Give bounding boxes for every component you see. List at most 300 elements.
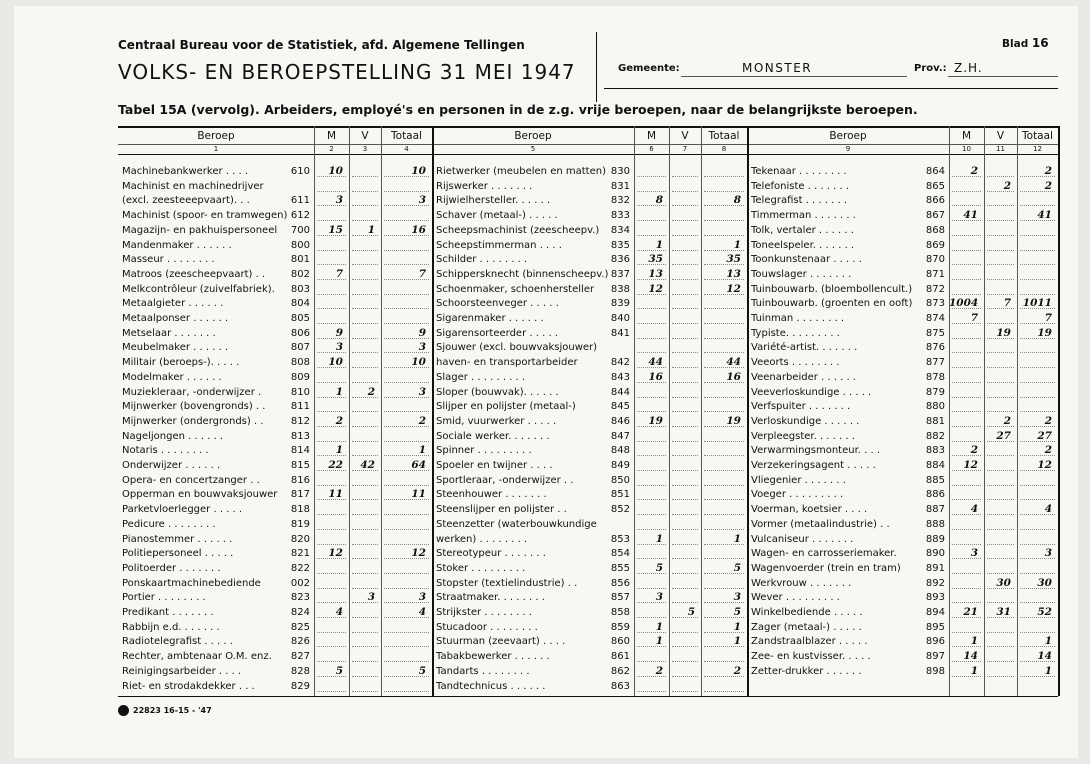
value-cell-line	[672, 441, 698, 442]
t-value: 2	[418, 414, 426, 427]
row-code: 812	[290, 415, 310, 427]
row-label: Scheepsmachinist (zeescheepv.)	[436, 224, 600, 236]
row-code: 868	[925, 224, 945, 236]
row-code: 895	[925, 621, 945, 633]
value-cell-line	[672, 220, 698, 221]
form-title: VOLKS- EN BEROEPSTELLING 31 MEI 1947	[118, 60, 576, 84]
row-label: Slager . . . . . . . . .	[436, 371, 526, 383]
row-label: Vulcaniseur . . . . . . .	[751, 533, 854, 545]
row-label: Steenzetter (waterbouwkundige	[436, 518, 597, 530]
m-value: 8	[655, 194, 663, 207]
row-code: 870	[925, 254, 945, 266]
m-value: 10	[328, 165, 343, 177]
row-label: Machinist en machinedrijver	[122, 180, 264, 192]
value-cell-line	[952, 352, 981, 353]
row-code: 804	[290, 298, 310, 310]
column-divider	[432, 126, 434, 696]
value-cell-line	[672, 632, 698, 633]
row-code: 850	[610, 474, 630, 486]
value-cell-line	[352, 632, 378, 633]
value-cell-line	[952, 279, 981, 280]
row-label: Sjouwer (excl. bouwvaksjouwer)	[436, 342, 598, 354]
value-cell-line	[987, 661, 1014, 662]
prov-value: Z.H.	[954, 61, 983, 75]
row-code: 884	[925, 460, 945, 471]
row-code: 803	[290, 283, 310, 295]
row-label: Stucadoor . . . . . . . .	[436, 621, 538, 633]
v-header: V	[361, 130, 369, 142]
value-cell-line	[952, 426, 981, 427]
m-value: 1	[655, 635, 663, 648]
row-label: Schoorsteenveger . . . . .	[436, 298, 559, 310]
value-cell-line	[384, 588, 429, 589]
v-value: 31	[996, 606, 1011, 618]
t-value: 35	[726, 253, 741, 266]
m-value: 22	[328, 459, 343, 471]
value-cell-line	[672, 397, 698, 398]
t-value: 1	[1044, 635, 1052, 648]
value-cell-line	[952, 264, 981, 265]
t-value: 41	[1037, 209, 1052, 222]
v-value: 3	[367, 591, 375, 604]
value-cell-line	[352, 205, 378, 206]
value-cell-line	[637, 308, 666, 309]
value-cell-line	[1020, 573, 1055, 574]
row-code: 871	[925, 268, 945, 280]
row-code: 802	[290, 268, 310, 280]
value-cell-line	[987, 323, 1014, 324]
value-cell-line	[317, 588, 346, 589]
value-cell-line	[704, 397, 744, 398]
value-cell-line	[672, 544, 698, 545]
row-label: Timmerman . . . . . . .	[751, 210, 856, 222]
row-label: Telegrafist . . . . . . .	[751, 195, 848, 207]
column-number: 8	[721, 145, 727, 153]
value-cell-line	[1020, 352, 1055, 353]
row-label: Verfspuiter . . . . . . .	[751, 401, 851, 413]
row-code: 879	[925, 386, 945, 398]
row-code: 612	[290, 210, 310, 222]
row-label: Spoeler en twijner . . . .	[436, 460, 553, 471]
value-cell-line	[987, 676, 1014, 677]
value-cell-line	[987, 455, 1014, 456]
value-cell-line	[672, 323, 698, 324]
row-label: Toneelspeler. . . . . . .	[751, 239, 855, 251]
value-cell-line	[637, 514, 666, 515]
value-cell-line	[987, 558, 1014, 559]
row-code: 877	[925, 357, 945, 369]
t-value: 10	[411, 356, 426, 369]
value-cell-line	[637, 397, 666, 398]
row-code: 819	[290, 518, 310, 530]
value-cell-line	[952, 602, 981, 603]
row-label: Stuurman (zeevaart) . . . .	[436, 636, 566, 648]
value-cell-line	[317, 264, 346, 265]
value-cell-line	[952, 191, 981, 192]
m-value: 3	[335, 194, 343, 207]
row-label: Sportleraar, -onderwijzer . .	[436, 474, 574, 486]
row-code: 897	[925, 651, 945, 663]
row-label: Rechter, ambtenaar O.M. enz.	[122, 651, 272, 663]
m-value: 12	[648, 282, 663, 295]
t-value: 1	[733, 238, 741, 251]
value-cell-line	[672, 191, 698, 192]
row-code: 700	[290, 224, 310, 236]
row-label: Wagenvoerder (trein en tram)	[751, 562, 901, 574]
t-value: 16	[411, 223, 426, 236]
value-cell-line	[352, 514, 378, 515]
row-code: 817	[290, 489, 310, 501]
row-code: 821	[290, 548, 310, 560]
value-cell-line	[317, 544, 346, 545]
value-cell-line	[1020, 499, 1055, 500]
m-value: 1004	[949, 297, 979, 310]
row-code: 809	[290, 371, 310, 383]
t-value: 16	[726, 370, 741, 383]
value-cell-line	[672, 602, 698, 603]
row-code: 858	[610, 607, 630, 618]
row-code: 891	[925, 562, 945, 574]
value-cell-line	[1020, 529, 1055, 530]
t-value: 11	[411, 488, 426, 501]
row-code: 869	[925, 239, 945, 251]
row-code: 844	[610, 386, 630, 398]
value-cell-line	[987, 250, 1014, 251]
t-value: 1	[418, 444, 426, 457]
value-cell-line	[317, 294, 346, 295]
row-code: 882	[925, 430, 945, 442]
value-cell-line	[1020, 250, 1055, 251]
row-label: Verpleegster. . . . . . .	[751, 430, 855, 442]
t-value: 19	[1037, 326, 1052, 339]
value-cell-line	[352, 661, 378, 662]
m-value: 7	[335, 267, 343, 280]
row-code: 873	[925, 298, 945, 310]
row-label: Reinigingsarbeider . . . .	[122, 665, 242, 677]
value-cell-line	[384, 646, 429, 647]
m-value: 4	[335, 606, 343, 618]
value-cell-line	[637, 617, 666, 618]
value-cell-line	[987, 176, 1014, 177]
column-number: 9	[845, 145, 851, 153]
blad-label-text: Blad	[1002, 38, 1029, 50]
row-label: Rijswerker . . . . . . .	[436, 180, 533, 192]
row-code: 815	[290, 460, 310, 471]
row-label: Wever . . . . . . . . .	[751, 592, 840, 604]
value-cell-line	[637, 235, 666, 236]
row-label: Zee- en kustvisser. . . . .	[751, 651, 871, 663]
t-value: 2	[1044, 414, 1052, 427]
row-code: 818	[290, 504, 310, 516]
row-label: Sloper (bouwvak). . . . . .	[436, 386, 559, 398]
header-rule	[604, 88, 1058, 89]
row-code: 826	[290, 636, 310, 648]
t-value: 2	[1044, 179, 1052, 192]
value-cell-line	[672, 499, 698, 500]
m-value: 12	[963, 459, 978, 471]
value-cell-line	[1020, 411, 1055, 412]
value-cell-line	[987, 485, 1014, 486]
value-cell-line	[352, 352, 378, 353]
value-cell-line	[952, 397, 981, 398]
value-cell-line	[1020, 632, 1055, 633]
value-cell-line	[987, 544, 1014, 545]
value-cell-line	[704, 588, 744, 589]
value-cell-line	[987, 294, 1014, 295]
print-code: 22823 16-15 - '47	[133, 706, 212, 715]
value-cell-line	[952, 573, 981, 574]
t-value: 2	[1044, 444, 1052, 457]
value-cell-line	[952, 294, 981, 295]
table-num-rule	[118, 154, 1058, 155]
row-code: 828	[290, 665, 310, 677]
row-label: Verzekeringsagent . . . . .	[751, 460, 876, 471]
row-code: 841	[610, 327, 630, 339]
value-cell-line	[987, 499, 1014, 500]
t-value: 4	[418, 606, 426, 618]
column-number: 3	[362, 145, 368, 153]
value-cell-line	[704, 529, 744, 530]
m-value: 41	[963, 209, 978, 222]
value-cell-line	[704, 191, 744, 192]
t-value: 12	[411, 547, 426, 560]
value-cell-line	[384, 529, 429, 530]
header-divider	[596, 32, 597, 102]
row-label: Zandstraalblazer . . . . .	[751, 636, 868, 648]
t-value: 3	[418, 385, 426, 398]
value-cell-line	[317, 661, 346, 662]
print-mark	[118, 705, 212, 716]
value-cell-line	[952, 205, 981, 206]
value-cell-line	[1020, 485, 1055, 486]
value-cell-line	[704, 558, 744, 559]
value-cell-line	[952, 411, 981, 412]
value-cell-line	[352, 176, 378, 177]
row-label: Parketvloerlegger . . . . .	[122, 504, 243, 516]
row-label: Tuinbouwarb. (bloembollencult.)	[751, 283, 913, 295]
t-value: 44	[726, 356, 741, 369]
value-cell-line	[987, 529, 1014, 530]
row-label: Schoenmaker, schoenhersteller	[436, 283, 595, 295]
value-cell-line	[384, 323, 429, 324]
row-code: 878	[925, 371, 945, 383]
m-value: 19	[648, 414, 663, 427]
row-label: Strijkster . . . . . . . .	[436, 607, 532, 618]
row-label: Rijwielhersteller. . . . . .	[436, 195, 551, 207]
row-label: Tabakbewerker . . . . . .	[436, 651, 550, 663]
row-code: 894	[925, 607, 945, 618]
value-cell-line	[672, 235, 698, 236]
row-label: Muziekleraar, -onderwijzer .	[122, 386, 262, 398]
value-cell-line	[672, 691, 698, 692]
organization-name: Centraal Bureau voor de Statistiek, afd. Algemene Tellingen	[118, 38, 525, 52]
value-cell-line	[987, 235, 1014, 236]
column-number: 10	[962, 145, 971, 153]
value-cell-line	[637, 661, 666, 662]
row-code: 611	[290, 195, 310, 207]
row-code: 811	[290, 401, 310, 413]
value-cell-line	[352, 646, 378, 647]
row-label: Politoerder . . . . . . .	[122, 562, 221, 574]
value-cell-line	[987, 573, 1014, 574]
value-cell-line	[1020, 279, 1055, 280]
row-label: Metaalponser . . . . . .	[122, 313, 229, 324]
row-code: 847	[610, 430, 630, 442]
value-cell-line	[987, 602, 1014, 603]
v-value: 2	[1003, 414, 1011, 427]
row-label: Zetter-drukker . . . . . .	[751, 665, 862, 677]
row-label: Notaris . . . . . . . .	[122, 445, 209, 457]
row-label: Melkcontrôleur (zuivelfabriek).	[122, 283, 275, 295]
t-value: 13	[726, 267, 741, 280]
t-value: 14	[1037, 650, 1052, 663]
row-label: Variété-artist. . . . . . .	[751, 342, 858, 354]
row-code: 889	[925, 533, 945, 545]
row-label: Ponskaartmachinebediende	[122, 577, 261, 589]
value-cell-line	[704, 455, 744, 456]
value-cell-line	[987, 646, 1014, 647]
value-cell-line	[637, 323, 666, 324]
value-cell-line	[384, 514, 429, 515]
t-value: 2	[733, 664, 741, 677]
m-header: M	[961, 130, 972, 142]
row-code: 853	[610, 533, 630, 545]
value-cell-line	[384, 544, 429, 545]
row-code: 829	[290, 680, 310, 692]
value-cell-line	[704, 691, 744, 692]
value-cell-line	[384, 691, 429, 692]
value-cell-line	[672, 279, 698, 280]
value-cell-line	[672, 485, 698, 486]
t-value: 8	[733, 194, 741, 207]
value-cell-line	[672, 308, 698, 309]
row-code: 872	[925, 283, 945, 295]
row-code: 814	[290, 445, 310, 457]
gemeente-label: Gemeente:	[618, 63, 680, 74]
m-value: 9	[335, 326, 343, 339]
row-code: 002	[290, 577, 310, 589]
value-cell-line	[987, 367, 1014, 368]
m-value: 14	[963, 650, 978, 663]
row-code: 856	[610, 577, 630, 589]
row-code: 866	[925, 195, 945, 207]
row-code: 852	[610, 504, 630, 516]
row-label: Portier . . . . . . . .	[122, 592, 206, 604]
row-code: 825	[290, 621, 310, 633]
value-cell-line	[317, 646, 346, 647]
value-cell-line	[352, 220, 378, 221]
row-code: 855	[610, 562, 630, 574]
totaal-header: Totaal	[1022, 130, 1053, 142]
gemeente-underline	[681, 76, 907, 77]
value-cell-line	[987, 352, 1014, 353]
t-value: 10	[411, 165, 426, 177]
row-label: Straatmaker. . . . . . . .	[436, 592, 545, 604]
value-cell-line	[317, 485, 346, 486]
row-label: (excl. zeesteeepvaart). . .	[122, 195, 250, 207]
value-cell-line	[352, 264, 378, 265]
row-label: Rietwerker (meubelen en matten)	[436, 166, 606, 177]
row-label: Nageljongen . . . . . .	[122, 430, 224, 442]
value-cell-line	[352, 191, 378, 192]
row-code: 810	[290, 386, 310, 398]
row-label: Veeorts . . . . . . . .	[751, 357, 840, 369]
value-cell-line	[352, 588, 378, 589]
value-cell-line	[952, 544, 981, 545]
row-code: 840	[610, 313, 630, 324]
row-code: 831	[610, 180, 630, 192]
value-cell-line	[384, 250, 429, 251]
m-value: 1	[655, 238, 663, 251]
value-cell-line	[1020, 235, 1055, 236]
row-code: 861	[610, 651, 630, 663]
value-cell-line	[1020, 294, 1055, 295]
value-cell-line	[637, 588, 666, 589]
row-label: Telefoniste . . . . . . .	[751, 180, 850, 192]
row-code: 898	[925, 665, 945, 677]
beroep-header: Beroep	[197, 130, 235, 142]
v-value: 1	[367, 223, 375, 236]
value-cell-line	[317, 573, 346, 574]
value-cell-line	[317, 441, 346, 442]
value-cell-line	[384, 264, 429, 265]
value-cell-line	[317, 529, 346, 530]
m-value: 5	[655, 561, 663, 574]
row-code: 848	[610, 445, 630, 457]
t-value: 52	[1037, 606, 1052, 618]
value-cell-line	[352, 279, 378, 280]
row-label: Tolk, vertaler . . . . . .	[751, 224, 854, 236]
m-value: 4	[970, 503, 978, 516]
row-label: Matroos (zeescheepvaart) . .	[122, 268, 266, 280]
row-code: 816	[290, 474, 310, 486]
value-cell-line	[704, 338, 744, 339]
row-label: Voerman, koetsier . . . .	[751, 504, 868, 516]
row-label: Machinebankwerker . . . .	[122, 166, 249, 177]
row-code: 896	[925, 636, 945, 648]
row-code: 801	[290, 254, 310, 266]
column-divider	[747, 126, 749, 696]
m-value: 11	[328, 488, 343, 501]
value-cell-line	[672, 176, 698, 177]
row-code: 835	[610, 239, 630, 251]
value-cell-line	[672, 661, 698, 662]
m-value: 10	[328, 356, 343, 369]
value-cell-line	[352, 382, 378, 383]
value-cell-line	[352, 294, 378, 295]
value-cell-line	[637, 558, 666, 559]
value-cell-line	[704, 308, 744, 309]
value-cell-line	[352, 308, 378, 309]
row-code: 846	[610, 415, 630, 427]
row-label: Sigarenmaker . . . . . .	[436, 313, 544, 324]
m-value: 21	[963, 606, 978, 618]
value-cell-line	[1020, 382, 1055, 383]
v-value: 2	[367, 385, 375, 398]
row-label: Stereotypeur . . . . . . .	[436, 548, 546, 560]
value-cell-line	[952, 632, 981, 633]
row-label: Tuinman . . . . . . . .	[751, 313, 845, 324]
v-value: 7	[1003, 297, 1011, 310]
row-code: 851	[610, 489, 630, 501]
table-title: Tabel 15A (vervolg). Arbeiders, employé's en personen in de z.g. vrije beroepen, naar de belangrijkste beroepen.	[118, 102, 918, 117]
value-cell-line	[987, 382, 1014, 383]
m-value: 1	[335, 385, 343, 398]
value-cell-line	[317, 632, 346, 633]
row-label: Vliegenier . . . . . . .	[751, 474, 846, 486]
row-label: Masseur . . . . . . . .	[122, 254, 215, 266]
row-code: 880	[925, 401, 945, 413]
